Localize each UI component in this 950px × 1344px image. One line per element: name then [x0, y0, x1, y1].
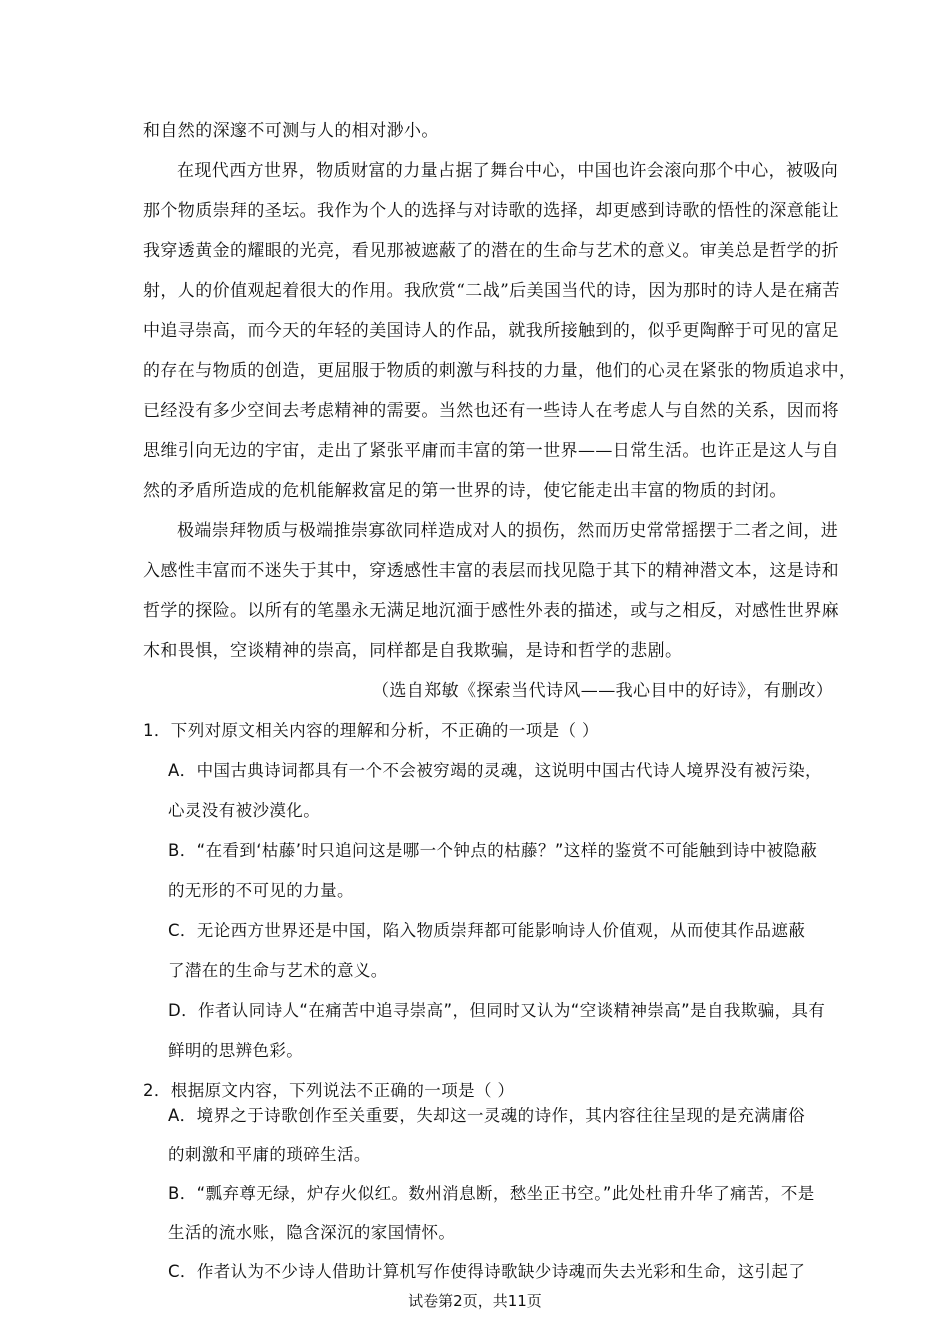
passage-line: 中追寻崇高，而今天的年轻的美国诗人的作品，就我所接触到的，似乎更陶醉于可见的富足	[143, 321, 839, 341]
question-1-option-a: A．中国古典诗词都具有一个不会被穷竭的灵魂，这说明中国古代诗人境界没有被污染，	[168, 761, 822, 780]
question-2-stem: 2．根据原文内容，下列说法不正确的一项是（ ）	[143, 1081, 515, 1100]
page-footer: 试卷第2页，共11页	[408, 1292, 542, 1310]
passage-line: 然的矛盾所造成的危机能解救富足的第一世界的诗，使它能走出丰富的物质的封闭。	[143, 481, 787, 501]
passage-line: 木和畏惧，空谈精神的崇高，同样都是自我欺骗，是诗和哲学的悲剧。	[143, 641, 683, 661]
question-2-option-c: C．作者认为不少诗人借助计算机写作使得诗歌缺少诗魂而失去光彩和生命，这引起了	[168, 1262, 806, 1281]
question-1-option-b: B．“在看到‘枯藤’时只追问这是哪一个钟点的枯藤？”这样的鉴赏不可能触到诗中被隐蔽	[168, 841, 818, 860]
passage-line: 那个物质崇拜的圣坛。我作为个人的选择与对诗歌的选择，却更感到诗歌的悟性的深意能让	[143, 201, 839, 221]
question-1-option-d: D．作者认同诗人“在痛苦中追寻崇高”，但同时又认为“空谈精神崇高”是自我欺骗，具有	[168, 1001, 826, 1020]
passage-line: 哲学的探险。以所有的笔墨永无满足地沉湎于感性外表的描述，或与之相反，对感性世界麻	[143, 601, 839, 621]
question-1-option-d-cont: 鲜明的思辨色彩。	[168, 1041, 304, 1060]
passage-line: 入感性丰富而不迷失于其中，穿透感性丰富的表层而找见隐于其下的精神潜文本，这是诗和	[143, 561, 839, 581]
question-2-option-a: A．境界之于诗歌创作至关重要，失却这一灵魂的诗作，其内容往往呈现的是充满庸俗	[168, 1106, 805, 1125]
passage-line: 在现代西方世界，物质财富的力量占据了舞台中心，中国也许会滚向那个中心，被吸向	[177, 161, 839, 181]
passage-line: 我穿透黄金的耀眼的光亮，看见那被遮蔽了的潜在的生命与艺术的意义。审美总是哲学的折	[143, 241, 839, 261]
passage-source: （选自郑敏《探索当代诗风——我心目中的好诗》，有删改）	[372, 681, 834, 701]
passage-line: 的存在与物质的创造，更屈服于物质的刺激与科技的力量，他们的心灵在紧张的物质追求中，	[143, 361, 857, 381]
passage-line: 已经没有多少空间去考虑精神的需要。当然也还有一些诗人在考虑人与自然的关系，因而将	[143, 401, 839, 421]
question-1-option-c: C．无论西方世界还是中国，陷入物质崇拜都可能影响诗人价值观，从而使其作品遮蔽	[168, 921, 806, 940]
question-1-stem: 1．下列对原文相关内容的理解和分析，不正确的一项是（ ）	[143, 721, 599, 740]
passage-line: 极端崇拜物质与极端推崇寡欲同样造成对人的损伤，然而历史常常摇摆于二者之间，进	[177, 521, 839, 541]
question-1-option-a-cont: 心灵没有被沙漠化。	[168, 801, 321, 820]
passage-line: 和自然的深邃不可测与人的相对渺小。	[143, 121, 439, 141]
question-1-option-b-cont: 的无形的不可见的力量。	[168, 881, 354, 900]
question-2-option-b-cont: 生活的流水账，隐含深沉的家国情怀。	[168, 1223, 456, 1242]
passage-line: 思维引向无边的宇宙，走出了紧张平庸而丰富的第一世界——日常生活。也许正是这人与自	[143, 441, 839, 461]
question-2-option-b: B．“瓢弃尊无绿，炉存火似红。数州消息断，愁坐正书空。”此处杜甫升华了痛苦，不是	[168, 1184, 815, 1203]
question-1-option-c-cont: 了潜在的生命与艺术的意义。	[168, 961, 388, 980]
passage-line: 射，人的价值观起着很大的作用。我欣赏“二战”后美国当代的诗，因为那时的诗人是在痛苦	[143, 281, 840, 301]
question-2-option-a-cont: 的刺激和平庸的琐碎生活。	[168, 1145, 371, 1164]
